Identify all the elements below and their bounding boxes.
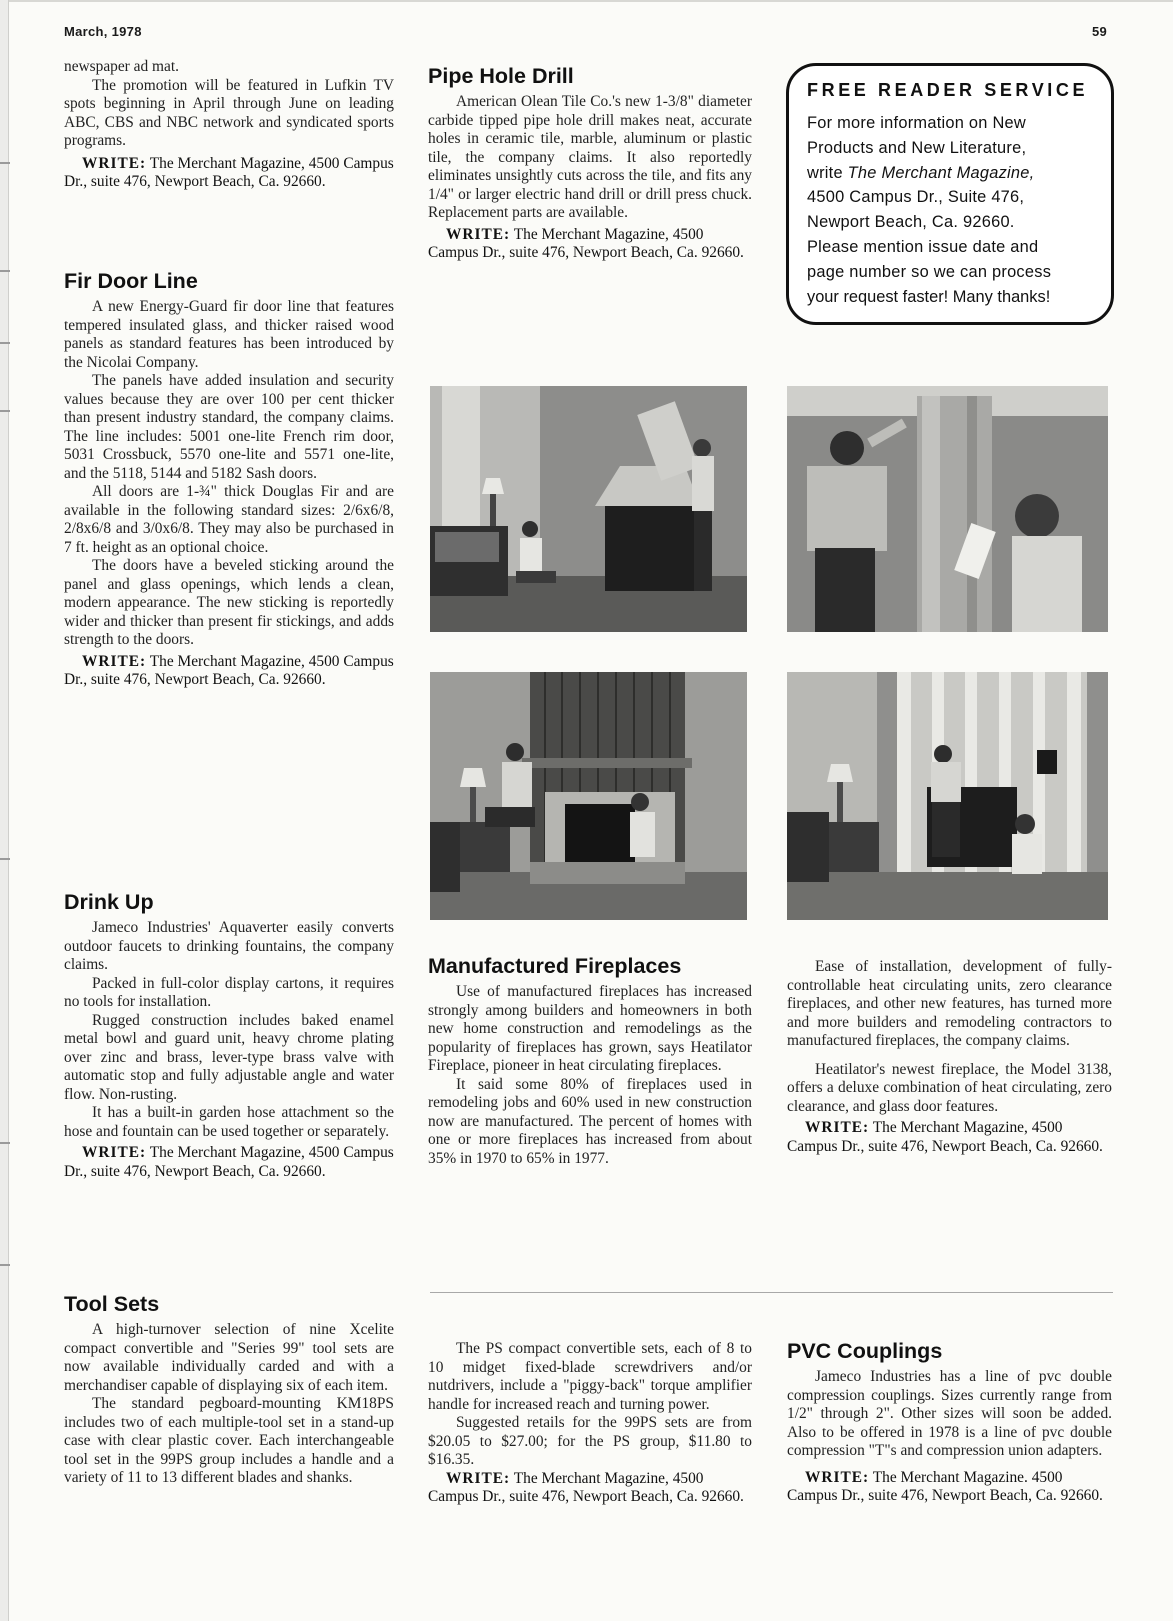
fireplace-photo-4 <box>787 672 1108 920</box>
reader-service-text <box>807 111 1099 309</box>
address-text: The Merchant Magazine, 4500 Campus Dr., suite 476, Newport Beach, Ca. 92660. <box>428 1469 744 1505</box>
binding-mark <box>0 270 10 272</box>
fir-door-article <box>64 269 394 690</box>
reader-service-line: Newport Beach, Ca. 92660. <box>807 213 1015 232</box>
write-address <box>64 155 394 192</box>
reader-service-line: Please mention issue date and <box>807 237 1039 256</box>
write-address <box>64 1144 394 1181</box>
write-address <box>428 226 752 263</box>
article-paragraph: The promotion will be featured in Lufkin TV spots beginning in April through June on leading ABC, CBS and NBC network and syndicated sports programs. <box>64 76 394 149</box>
write-label: WRITE: <box>805 1119 870 1136</box>
article-heading: Tool Sets <box>64 1292 160 1316</box>
article-paragraph: Packed in full-color display cartons, it requires no tools for installation. <box>64 974 394 1010</box>
address-text: The Merchant Magazine, 4500 Campus Dr., suite 476, Newport Beach, Ca. 92660. <box>64 652 394 688</box>
article-paragraph: It has a built-in garden hose attachment so the hose and fountain can be used together or separately. <box>64 1104 394 1140</box>
article-heading: Pipe Hole Drill <box>428 64 574 88</box>
fireplace-framing-image <box>787 672 1108 920</box>
tool-sets-article <box>64 1292 394 1488</box>
address-text: The Merchant Magazine, 4500 Campus Dr., suite 476, Newport Beach, Ca. 92660. <box>428 225 744 261</box>
article-heading: Manufactured Fireplaces <box>428 954 682 978</box>
fireplace-photo-1 <box>430 386 747 632</box>
reader-service-line: your request faster! Many thanks! <box>807 287 1051 306</box>
article-paragraph: It said some 80% of fireplaces used in remodeling jobs and 60% used in new construction now are manufactured. The percent of homes with one or more fireplaces has increased from about 35% in 1970 to 65% in 1977. <box>428 1075 752 1167</box>
chimney-install-image <box>787 386 1108 632</box>
lufkin-article-continued <box>64 58 394 192</box>
write-address <box>428 1470 752 1507</box>
article-heading: PVC Couplings <box>787 1339 943 1363</box>
reader-service-line: For more information on New <box>807 114 1026 132</box>
reader-service-line: Products and New Literature, <box>807 138 1027 157</box>
article-paragraph: Heatilator's newest fireplace, the Model 3138, offers a deluxe combination of heat circulating, zero clearance, and glass door features. <box>787 1060 1112 1115</box>
write-label: WRITE: <box>82 154 147 172</box>
article-paragraph: American Olean Tile Co.'s new 1-3/8" diameter carbide tipped pipe hole drill makes neat, accurate holes in ceramic tile, marble, aluminum or plastic tile, the company claims. It also reportedly eliminates unsightly cuts across the tile, and fits any 1/4" or larger electric hand drill or drill press chuck. Replacement parts are available. <box>428 93 752 221</box>
binding-edge <box>0 0 9 1621</box>
page-top-edge <box>0 0 1173 2</box>
drink-up-article <box>64 890 394 1181</box>
article-paragraph: The doors have a beveled sticking around the panel and glass openings, which lends a clean, modern appearance. The new sticking is reportedly wider and thicker than present fir stickings, and adds strength to the doors. <box>64 557 394 648</box>
fireplace-mantel-image <box>430 672 747 920</box>
manufactured-fireplaces-continued <box>787 958 1112 1156</box>
magazine-name: The Merchant Magazine, <box>847 163 1035 182</box>
section-divider <box>430 1292 1113 1293</box>
fireplace-photo-2 <box>787 386 1108 632</box>
article-paragraph: Ease of installation, development of fully-controllable heat circulating units, zero clearance fireplaces, and other new features, has turned more and more builders and remodeling contractors to manufactured fireplaces, the company claims. <box>787 958 1112 1049</box>
binding-mark <box>0 162 10 164</box>
address-text: The Merchant Magazine, 4500 Campus Dr., suite 476, Newport Beach, Ca. 92660. <box>787 1119 1103 1155</box>
article-paragraph: The PS compact convertible sets, each of 8 to 10 midget fixed-blade screwdrivers and/or nutdrivers, include a "piggy-back" torque amplifier handle for increased reach and turning power. <box>428 1340 752 1413</box>
pipe-hole-drill-article <box>428 64 752 263</box>
article-paragraph: A new Energy-Guard fir door line that features tempered insulated glass, and thicker raised wood panels as standard features has been introduced by the Nicolai Company. <box>64 298 394 371</box>
write-address <box>787 1119 1112 1156</box>
tool-sets-continued <box>428 1340 752 1507</box>
fireplace-install-image <box>430 386 747 632</box>
write-label: WRITE: <box>446 1469 511 1487</box>
pvc-couplings-article <box>787 1339 1112 1506</box>
article-paragraph: The panels have added insulation and security values because they are over 100 per cent thicker than present industry standard, the company claims. The line includes: 5001 one-lite French rim door, 5031 Crossbuck, 5570 one-lite and 5571 one-lite, and the 5118, 5144 and 5182 Sash doors. <box>64 372 394 482</box>
reader-service-line: 4500 Campus Dr., Suite 476, <box>807 188 1025 207</box>
reader-service-line <box>807 161 1099 186</box>
address-text: The Merchant Magazine, 4500 Campus Dr., suite 476, Newport Beach, Ca. 92660. <box>64 1144 394 1180</box>
binding-mark <box>0 858 10 860</box>
page-number: 59 <box>1092 24 1108 39</box>
article-heading: Drink Up <box>64 890 154 914</box>
write-label: WRITE: <box>446 225 511 243</box>
write-label: WRITE: <box>805 1468 870 1486</box>
reader-service-write: write <box>807 163 848 182</box>
article-paragraph: newspaper ad mat. <box>64 58 179 75</box>
reader-service-line: page number so we can process <box>807 262 1052 281</box>
binding-mark <box>0 342 10 344</box>
article-paragraph: Jameco Industries has a line of pvc double compression couplings. Sizes currently range from 1/2" through 2". Other sizes will soon be added. Also to be offered in 1978 is a line of pvc double compression "T"s and compression union adapters. <box>787 1368 1112 1459</box>
article-paragraph: Rugged construction includes baked enamel metal bowl and guard unit, heavy chrome plating over zinc and brass, lever-type brass valve with automatic stop and fully adjustable angle and water flow. Non-rusting. <box>64 1011 394 1103</box>
issue-date: March, 1978 <box>64 24 142 39</box>
article-paragraph: Jameco Industries' Aquaverter easily converts outdoor faucets to drinking fountains, the company claims. <box>64 919 394 973</box>
reader-service-title: FREE READER SERVICE <box>807 80 1089 100</box>
binding-mark <box>0 410 10 412</box>
write-address <box>787 1469 1112 1506</box>
article-paragraph: Use of manufactured fireplaces has increased strongly among builders and homeowners in both new home construction and remodelings as the popularity of fireplaces has grown, says Heatilator Fireplace, pioneer in heat circulating fireplaces. <box>428 983 752 1074</box>
write-address <box>64 653 394 690</box>
binding-mark <box>0 1264 10 1266</box>
write-label: WRITE: <box>82 652 147 670</box>
article-paragraph: Suggested retails for the 99PS sets are from $20.05 to $27.00; for the PS group, $11.80 to $16.35. <box>428 1414 752 1468</box>
address-text: The Merchant Magazine, 4500 Campus Dr., suite 476, Newport Beach, Ca. 92660. <box>64 154 394 190</box>
free-reader-service-box <box>786 63 1114 325</box>
manufactured-fireplaces-article <box>428 954 752 1168</box>
article-heading: Fir Door Line <box>64 269 198 293</box>
article-paragraph: The standard pegboard-mounting KM18PS includes two of each multiple-tool set in a stand-up case with clear plastic cover. Each interchangeable tool set in the 99PS group includes a handle and a variety of 11 to 13 different blades and shanks. <box>64 1395 394 1486</box>
binding-mark <box>0 1142 10 1144</box>
write-label: WRITE: <box>82 1144 147 1161</box>
address-text: The Merchant Magazine. 4500 Campus Dr., suite 476, Newport Beach, Ca. 92660. <box>787 1468 1103 1504</box>
article-paragraph: A high-turnover selection of nine Xcelite compact convertible and "Series 99" tool sets are now available individually carded and with a merchandiser capable of displaying six of each item. <box>64 1321 394 1394</box>
article-paragraph: All doors are 1-¾" thick Douglas Fir and are available in the following standard sizes: 2/6x6/8, 2/8x6/8 and 3/0x6/8. They may also be purchased in 7 ft. height as an optional choice. <box>64 483 394 556</box>
fireplace-photo-3 <box>430 672 747 920</box>
